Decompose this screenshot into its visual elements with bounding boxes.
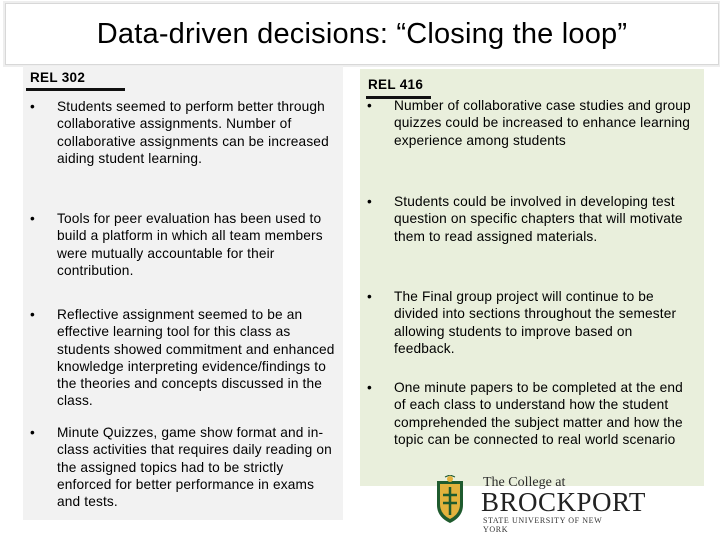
list-item-text: Reflective assignment seemed to be an effective learning tool for this class as students showed commitment and enhanced knowledge interpreting evidence/findings to the theories and concepts discussed in the class.: [57, 307, 335, 409]
left-column: [23, 66, 343, 520]
list-item: [367, 288, 694, 357]
list-item: [367, 193, 694, 245]
bullet-icon: •: [30, 211, 35, 226]
list-item-text: The Final group project will continue to be divided into sections throughout the semester allowing students to improve based on feedback.: [394, 289, 677, 356]
brockport-logo: [433, 475, 646, 534]
list-item-text: Tools for peer evaluation has been used to build a platform in which all team members were mutually accountable for their contribution.: [57, 211, 323, 278]
list-item-text: Students seemed to perform better through collaborative assignments. Number of collaborative assignments can be increased aiding student learning.: [57, 99, 329, 166]
bullet-icon: •: [367, 194, 372, 209]
logo-line-1: The College at: [483, 475, 566, 490]
bullet-icon: •: [367, 289, 372, 304]
list-item-text: Minute Quizzes, game show format and in-class activities that requires daily reading on the assigned topics had to be strictly enforced for better performance in exams and tests.: [57, 425, 332, 510]
list-item: [30, 424, 339, 510]
list-item: [367, 97, 694, 149]
left-column-heading: REL 302: [30, 70, 86, 85]
list-item-text: Students could be involved in developing test question on specific chapters that will motivate them to read assigned materials.: [394, 194, 683, 244]
logo-line-2: BROCKPORT: [481, 487, 646, 517]
list-item: [30, 306, 339, 410]
list-item-text: Number of collaborative case studies and group quizzes could be increased to enhance learning experience among students: [394, 98, 691, 148]
slide-title: Data-driven decisions: “Closing the loop”: [96, 17, 628, 50]
list-item: [30, 98, 339, 167]
bullet-icon: •: [30, 307, 35, 322]
left-heading-underline: [26, 88, 125, 91]
bullet-icon: •: [367, 98, 372, 113]
bullet-icon: •: [367, 380, 372, 395]
list-item-text: One minute papers to be completed at the end of each class to understand how the student comprehended the subject matter and how the topic can be connected to real world scenario: [394, 380, 683, 447]
list-item: [30, 210, 339, 279]
brockport-seal-icon: [433, 475, 467, 525]
logo-line-3: STATE UNIVERSITY OF NEW YORK: [483, 516, 603, 534]
right-column: [360, 69, 704, 486]
bullet-icon: •: [30, 99, 35, 114]
right-column-heading: REL 416: [368, 77, 424, 92]
bullet-icon: •: [30, 425, 35, 440]
list-item: [367, 379, 694, 448]
title-bar: [5, 3, 719, 65]
